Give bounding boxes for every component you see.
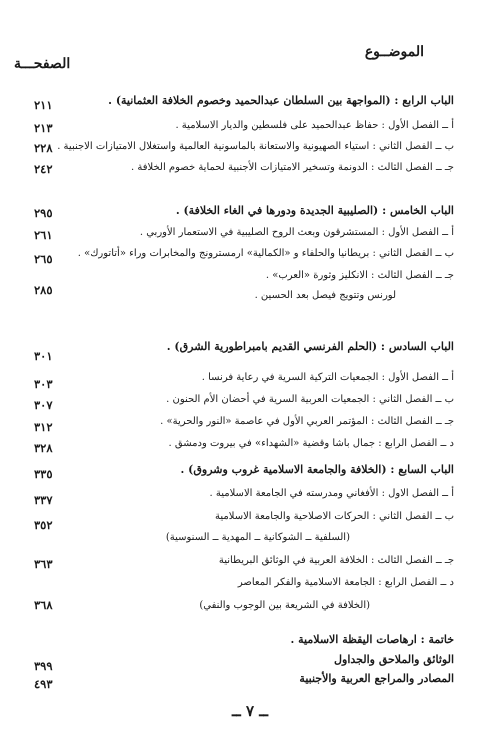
toc-page-number: ٣٥٢ [34, 518, 53, 532]
toc-chapter-entry: ب ــ الفصل الثاني : الجمعيات العربية السرية في أحضان الأم الحنون . [166, 394, 454, 405]
toc-page-number: ٣٠٣ [34, 377, 53, 391]
toc-page-number: ٣٦٣ [34, 557, 53, 571]
toc-chapter-entry: ب ــ الفصل الثاني : بريطانيا والحلفاء و «الكمالية» ارمسترونج والمخابرات وراء «أتاتورك» . [77, 248, 454, 259]
toc-chapter-entry: أ ــ الفصل الأول : حفاظ عبدالحميد على فلسطين والديار الاسلامية . [175, 120, 454, 131]
toc-page-number: ٣٠١ [34, 349, 53, 363]
toc-chapter-continuation: (الخلافة في الشريعة بين الوجوب والنفي) [199, 600, 370, 611]
toc-part-6-title: الباب السادس : (الحلم الفرنسي القديم بامبراطورية الشرق) . [166, 340, 454, 353]
toc-page-number: ٣٩٩ [34, 659, 53, 673]
toc-chapter-continuation: (السلفية ــ الشوكانية ــ المهدية ــ السنوسية) [165, 532, 350, 543]
toc-page-number: ٢١١ [34, 98, 53, 112]
toc-chapter-continuation: لورنس وتتويج فيصل بعد الحسين . [254, 290, 396, 301]
toc-chapter-entry: ب ــ الفصل الثاني : الحركات الاصلاحية والجامعة الاسلامية [215, 511, 454, 522]
toc-page-number: ٢٨٥ [34, 283, 53, 297]
toc-chapter-entry: جـ ــ الفصل الثالث : الخلافة العربية في الوثائق البريطانية [218, 555, 454, 566]
toc-page-number: ٢٤٢ [34, 162, 53, 176]
topic-column-heading: الموضــوع [364, 44, 424, 60]
toc-page-number: ٤٩٣ [34, 677, 53, 691]
toc-page-number: ٣٦٨ [34, 598, 53, 612]
toc-page-number: ٢٦٥ [34, 252, 53, 266]
toc-page-number: ٣٠٧ [34, 398, 53, 412]
toc-conclusion: خاتمة : ارهاصات اليقظة الاسلامية . [290, 633, 454, 646]
toc-page-number: ٢٢٨ [34, 141, 53, 155]
toc-chapter-entry: جـ ــ الفصل الثالث : الدونمة وتسخير الامتيازات الأجنبية لحماية خصوم الخلافة . [131, 162, 454, 173]
page-column-heading: الصفحـــة [14, 56, 71, 72]
toc-page-number: ٣٣٧ [34, 493, 53, 507]
toc-chapter-entry: أ ــ الفصل الأول : المستشرقون وبعث الروح الصليبية في الاستعمار الأوربي . [139, 227, 454, 238]
toc-chapter-entry: جـ ــ الفصل الثالث : المؤتمر العربي الأول في عاصمة «النور والحرية» . [160, 416, 454, 427]
toc-chapter-entry: ب ــ الفصل الثاني : استياء الصهيونية والاستعانة بالماسونية العالمية واستغلال الامتيازات الاجنبية . [57, 141, 454, 152]
toc-page-number: ٣٣٥ [34, 467, 53, 481]
toc-page-number: ٢٦١ [34, 228, 53, 242]
toc-page-number: ٢٩٥ [34, 206, 53, 220]
toc-appendix-entry: الوثائق والملاحق والجداول [334, 653, 454, 666]
toc-part-7-title: الباب السابع : (الخلافة والجامعة الاسلامية غروب وشروق) . [180, 463, 454, 476]
toc-chapter-entry: جـ ــ الفصل الثالث : الانكليز وثورة «العرب» . [265, 270, 454, 281]
toc-page-number: ٢١٣ [34, 121, 53, 135]
toc-chapter-entry: أ ــ الفصل الأول : الجمعيات التركية السرية في رعاية فرنسا . [201, 372, 454, 383]
toc-part-5-title: الباب الخامس : (الصليبية الجديدة ودورها في الغاء الخلافة) . [175, 204, 454, 217]
toc-chapter-entry: أ ــ الفصل الاول : الأفغاني ومدرسته في الجامعة الاسلامية . [209, 488, 454, 499]
toc-page-number: ٣١٢ [34, 420, 53, 434]
page-number-footer: ــ ٧ ــ [231, 702, 269, 720]
toc-chapter-entry: د ــ الفصل الرابع : جمال باشا وقضية «الشهداء» في بيروت ودمشق . [168, 438, 454, 449]
toc-part-4-title: الباب الرابع : (المواجهة بين السلطان عبدالحميد وخصوم الخلافة العثمانية) . [108, 94, 454, 107]
toc-page-number: ٣٢٨ [34, 441, 53, 455]
toc-appendix-entry: المصادر والمراجع العربية والأجنبية [299, 672, 454, 685]
toc-chapter-entry: د ــ الفصل الرابع : الجامعة الاسلامية والفكر المعاصر [237, 577, 454, 588]
